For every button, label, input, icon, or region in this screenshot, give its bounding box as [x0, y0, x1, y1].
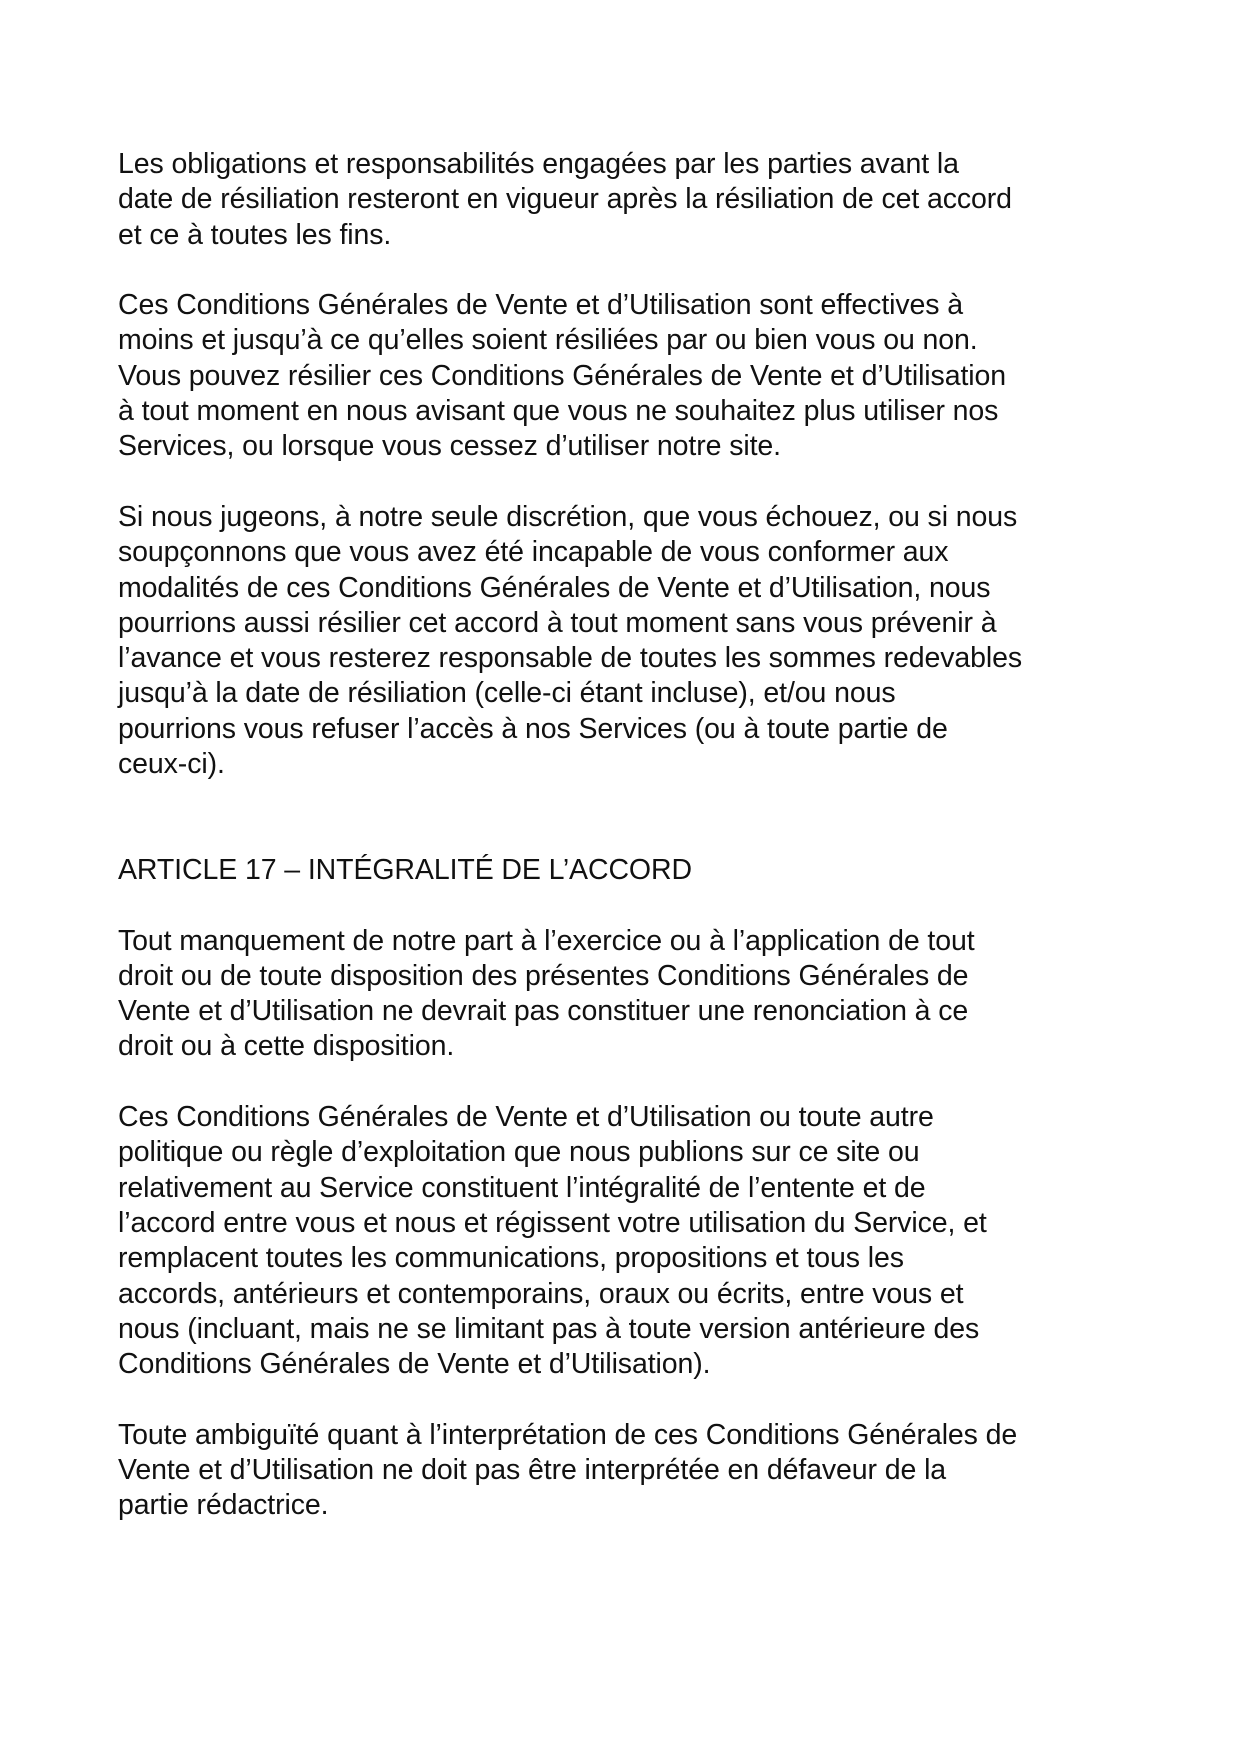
paragraph-spacer [118, 888, 1128, 923]
paragraph-no-waiver: Tout manquement de notre part à l’exercice ou à l’application de tout droit ou de toute disposition des présentes Conditions Générales de Vente et d’Utilisation ne devrait pas constituer une renonciation à ce droit ou à cette disposition. [118, 924, 975, 1063]
paragraph-termination-by-user: Ces Conditions Générales de Vente et d’Utilisation sont effectives à moins et jusqu’à ce qu’elles soient résiliées par ou bien vous ou non. Vous pouvez résilier ces Conditions Générales de Vente et d’Utilisation à tout moment en nous avisant que vous ne souhaitez plus utiliser nos Services, ou lorsque vous cessez d’utiliser notre site. [118, 289, 1006, 463]
paragraph-spacer [118, 1382, 1128, 1417]
paragraph-spacer [118, 253, 1128, 288]
paragraph-spacer [118, 1065, 1128, 1100]
article-heading: ARTICLE 17 – INTÉGRALITÉ DE L’ACCORD [118, 853, 692, 886]
paragraph-ambiguity: Toute ambiguïté quant à l’interprétation de ces Conditions Générales de Vente et d’Utilisation ne doit pas être interprétée en défaveur de la partie rédactrice. [118, 1418, 1018, 1522]
paragraph-termination-by-company: Si nous jugeons, à notre seule discrétion, que vous échouez, ou si nous soupçonnons que vous avez été incapable de vous conformer aux modalités de ces Conditions Générales de Vente et d’Utilisation, nous pourrions aussi résilier cet accord à tout moment sans vous prévenir à l’avance et vous resterez responsable de toutes les sommes redevables jusqu’à la date de résiliation (celle-ci étant incluse), et/ou nous pourrions vous refuser l’accès à nos Services (ou à toute partie de ceux-ci). [118, 500, 1023, 781]
paragraph-spacer [118, 465, 1128, 500]
paragraph-obligations-survival: Les obligations et responsabilités engagées par les parties avant la date de résiliation resteront en vigueur après la résiliation de cet accord et ce à toutes les fins. [118, 148, 1012, 251]
document-body [118, 147, 1128, 1524]
section-spacer [118, 782, 1128, 853]
paragraph-entire-agreement: Ces Conditions Générales de Vente et d’Utilisation ou toute autre politique ou règle d’exploitation que nous publions sur ce site ou relativement au Service constituent l’intégralité de l’entente et de l’accord entre vous et nous et régissent votre utilisation du Service, et remplacent toutes les communications, propositions et tous les accords, antérieurs et contemporains, oraux ou écrits, entre vous et nous (incluant, mais ne se limitant pas à toute version antérieure des Conditions Générales de Vente et d’Utilisation). [118, 1101, 987, 1381]
